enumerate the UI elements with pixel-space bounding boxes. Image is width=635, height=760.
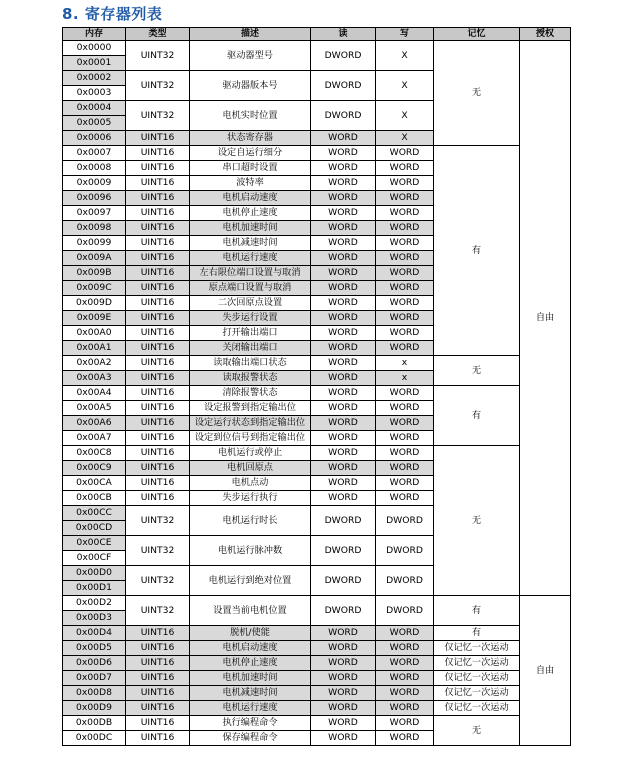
retention-cell: 无 (434, 41, 520, 146)
table-row (63, 41, 571, 56)
type-cell: UINT32 (126, 506, 190, 536)
read-cell: WORD (311, 416, 376, 431)
header-type: 类型 (126, 28, 190, 41)
address-cell: 0x00CE (63, 536, 126, 551)
read-cell: DWORD (311, 596, 376, 626)
write-cell: WORD (376, 446, 434, 461)
write-cell: WORD (376, 206, 434, 221)
retention-cell: 仅记忆一次运动 (434, 701, 520, 716)
description-cell: 失步运行执行 (190, 491, 311, 506)
write-cell: DWORD (376, 536, 434, 566)
address-cell: 0x0007 (63, 146, 126, 161)
write-cell: WORD (376, 251, 434, 266)
type-cell: UINT16 (126, 491, 190, 506)
read-cell: WORD (311, 176, 376, 191)
write-cell: WORD (376, 326, 434, 341)
type-cell: UINT16 (126, 206, 190, 221)
address-cell: 0x00A6 (63, 416, 126, 431)
type-cell: UINT16 (126, 191, 190, 206)
type-cell: UINT16 (126, 416, 190, 431)
retention-cell: 无 (434, 716, 520, 746)
address-cell: 0x009B (63, 266, 126, 281)
description-cell: 关闭输出端口 (190, 341, 311, 356)
table-row (63, 716, 571, 731)
write-cell: WORD (376, 671, 434, 686)
address-cell: 0x00D7 (63, 671, 126, 686)
retention-cell: 仅记忆一次运动 (434, 686, 520, 701)
description-cell: 驱动器版本号 (190, 71, 311, 101)
table-row (63, 656, 571, 671)
type-cell: UINT16 (126, 221, 190, 236)
description-cell: 电机停止速度 (190, 206, 311, 221)
write-cell: WORD (376, 191, 434, 206)
description-cell: 电机减速时间 (190, 686, 311, 701)
table-row (63, 686, 571, 701)
description-cell: 设置当前电机位置 (190, 596, 311, 626)
address-cell: 0x0006 (63, 131, 126, 146)
read-cell: WORD (311, 371, 376, 386)
address-cell: 0x00D9 (63, 701, 126, 716)
authorization-cell: 自由 (520, 596, 571, 746)
description-cell: 读取报警状态 (190, 371, 311, 386)
address-cell: 0x00DC (63, 731, 126, 746)
retention-cell: 仅记忆一次运动 (434, 671, 520, 686)
description-cell: 脱机/使能 (190, 626, 311, 641)
description-cell: 电机运行速度 (190, 701, 311, 716)
description-cell: 电机停止速度 (190, 656, 311, 671)
address-cell: 0x00D6 (63, 656, 126, 671)
address-cell: 0x00CF (63, 551, 126, 566)
description-cell: 保存编程命令 (190, 731, 311, 746)
retention-cell: 有 (434, 596, 520, 626)
description-cell: 电机减速时间 (190, 236, 311, 251)
address-cell: 0x0009 (63, 176, 126, 191)
write-cell: WORD (376, 476, 434, 491)
read-cell: WORD (311, 221, 376, 236)
write-cell: WORD (376, 161, 434, 176)
address-cell: 0x009E (63, 311, 126, 326)
write-cell: WORD (376, 461, 434, 476)
read-cell: DWORD (311, 566, 376, 596)
write-cell: WORD (376, 731, 434, 746)
type-cell: UINT32 (126, 536, 190, 566)
description-cell: 电机启动速度 (190, 641, 311, 656)
description-cell: 清除报警状态 (190, 386, 311, 401)
retention-cell: 有 (434, 146, 520, 356)
address-cell: 0x00D8 (63, 686, 126, 701)
address-cell: 0x00C8 (63, 446, 126, 461)
type-cell: UINT16 (126, 626, 190, 641)
write-cell: X (376, 101, 434, 131)
table-row (63, 641, 571, 656)
type-cell: UINT16 (126, 131, 190, 146)
address-cell: 0x00CD (63, 521, 126, 536)
description-cell: 电机启动速度 (190, 191, 311, 206)
retention-cell: 有 (434, 386, 520, 446)
address-cell: 0x00D2 (63, 596, 126, 611)
read-cell: WORD (311, 296, 376, 311)
type-cell: UINT16 (126, 296, 190, 311)
read-cell: WORD (311, 191, 376, 206)
write-cell: WORD (376, 281, 434, 296)
description-cell: 打开输出端口 (190, 326, 311, 341)
address-cell: 0x00DB (63, 716, 126, 731)
description-cell: 电机运行时长 (190, 506, 311, 536)
retention-cell: 仅记忆一次运动 (434, 656, 520, 671)
description-cell: 电机加速时间 (190, 221, 311, 236)
type-cell: UINT16 (126, 251, 190, 266)
type-cell: UINT16 (126, 656, 190, 671)
retention-cell: 仅记忆一次运动 (434, 641, 520, 656)
type-cell: UINT16 (126, 641, 190, 656)
read-cell: WORD (311, 311, 376, 326)
type-cell: UINT16 (126, 266, 190, 281)
read-cell: WORD (311, 686, 376, 701)
description-cell: 失步运行设置 (190, 311, 311, 326)
write-cell: DWORD (376, 506, 434, 536)
table-row (63, 671, 571, 686)
write-cell: WORD (376, 491, 434, 506)
address-cell: 0x00D5 (63, 641, 126, 656)
type-cell: UINT16 (126, 401, 190, 416)
page-title: 8. 寄存器列表 (62, 5, 163, 23)
address-cell: 0x0096 (63, 191, 126, 206)
type-cell: UINT32 (126, 596, 190, 626)
description-cell: 状态寄存器 (190, 131, 311, 146)
read-cell: DWORD (311, 506, 376, 536)
table-row (63, 356, 571, 371)
description-cell: 电机加速时间 (190, 671, 311, 686)
description-cell: 执行编程命令 (190, 716, 311, 731)
type-cell: UINT16 (126, 446, 190, 461)
read-cell: WORD (311, 716, 376, 731)
description-cell: 读取输出端口状态 (190, 356, 311, 371)
table-row (63, 626, 571, 641)
read-cell: WORD (311, 701, 376, 716)
header-retention: 记忆 (434, 28, 520, 41)
address-cell: 0x0002 (63, 71, 126, 86)
write-cell: WORD (376, 416, 434, 431)
read-cell: WORD (311, 476, 376, 491)
type-cell: UINT16 (126, 701, 190, 716)
type-cell: UINT16 (126, 476, 190, 491)
description-cell: 设定自运行细分 (190, 146, 311, 161)
type-cell: UINT16 (126, 326, 190, 341)
address-cell: 0x00A0 (63, 326, 126, 341)
write-cell: WORD (376, 716, 434, 731)
address-cell: 0x00A7 (63, 431, 126, 446)
read-cell: DWORD (311, 71, 376, 101)
write-cell: WORD (376, 176, 434, 191)
write-cell: WORD (376, 146, 434, 161)
description-cell: 电机运行到绝对位置 (190, 566, 311, 596)
type-cell: UINT16 (126, 461, 190, 476)
description-cell: 电机运行速度 (190, 251, 311, 266)
read-cell: WORD (311, 491, 376, 506)
address-cell: 0x00CB (63, 491, 126, 506)
description-cell: 电机实时位置 (190, 101, 311, 131)
type-cell: UINT32 (126, 71, 190, 101)
description-cell: 电机回原点 (190, 461, 311, 476)
write-cell: WORD (376, 656, 434, 671)
type-cell: UINT32 (126, 41, 190, 71)
description-cell: 设定运行状态到指定输出位 (190, 416, 311, 431)
address-cell: 0x0001 (63, 56, 126, 71)
address-cell: 0x00A1 (63, 341, 126, 356)
description-cell: 原点端口设置与取消 (190, 281, 311, 296)
header-authorization: 授权 (520, 28, 571, 41)
read-cell: WORD (311, 146, 376, 161)
write-cell: WORD (376, 236, 434, 251)
read-cell: DWORD (311, 101, 376, 131)
description-cell: 左右限位端口设置与取消 (190, 266, 311, 281)
write-cell: WORD (376, 701, 434, 716)
read-cell: WORD (311, 326, 376, 341)
address-cell: 0x00CA (63, 476, 126, 491)
write-cell: WORD (376, 341, 434, 356)
type-cell: UINT16 (126, 176, 190, 191)
read-cell: DWORD (311, 536, 376, 566)
write-cell: DWORD (376, 596, 434, 626)
write-cell: WORD (376, 386, 434, 401)
address-cell: 0x00A2 (63, 356, 126, 371)
address-cell: 0x00C9 (63, 461, 126, 476)
type-cell: UINT16 (126, 281, 190, 296)
type-cell: UINT16 (126, 311, 190, 326)
write-cell: WORD (376, 266, 434, 281)
type-cell: UINT16 (126, 236, 190, 251)
address-cell: 0x00D3 (63, 611, 126, 626)
read-cell: WORD (311, 446, 376, 461)
type-cell: UINT16 (126, 716, 190, 731)
address-cell: 0x00D0 (63, 566, 126, 581)
read-cell: WORD (311, 341, 376, 356)
type-cell: UINT16 (126, 356, 190, 371)
write-cell: WORD (376, 221, 434, 236)
read-cell: WORD (311, 671, 376, 686)
address-cell: 0x00D4 (63, 626, 126, 641)
read-cell: WORD (311, 461, 376, 476)
table-row (63, 701, 571, 716)
write-cell: X (376, 131, 434, 146)
header-write: 写 (376, 28, 434, 41)
write-cell: WORD (376, 296, 434, 311)
write-cell: WORD (376, 401, 434, 416)
write-cell: WORD (376, 641, 434, 656)
table-row (63, 446, 571, 461)
read-cell: WORD (311, 401, 376, 416)
address-cell: 0x00A3 (63, 371, 126, 386)
read-cell: WORD (311, 656, 376, 671)
address-cell: 0x00CC (63, 506, 126, 521)
address-cell: 0x0004 (63, 101, 126, 116)
type-cell: UINT16 (126, 161, 190, 176)
type-cell: UINT32 (126, 101, 190, 131)
table-row (63, 596, 571, 611)
write-cell: WORD (376, 686, 434, 701)
read-cell: WORD (311, 161, 376, 176)
address-cell: 0x00A5 (63, 401, 126, 416)
type-cell: UINT16 (126, 671, 190, 686)
read-cell: WORD (311, 641, 376, 656)
type-cell: UINT16 (126, 371, 190, 386)
type-cell: UINT16 (126, 146, 190, 161)
address-cell: 0x0000 (63, 41, 126, 56)
table-header-row (63, 28, 571, 41)
type-cell: UINT16 (126, 686, 190, 701)
type-cell: UINT16 (126, 731, 190, 746)
address-cell: 0x0098 (63, 221, 126, 236)
write-cell: WORD (376, 431, 434, 446)
description-cell: 电机运行或停止 (190, 446, 311, 461)
table-row (63, 146, 571, 161)
address-cell: 0x0099 (63, 236, 126, 251)
address-cell: 0x0097 (63, 206, 126, 221)
description-cell: 驱动器型号 (190, 41, 311, 71)
description-cell: 串口超时设置 (190, 161, 311, 176)
description-cell: 设定到位信号到指定输出位 (190, 431, 311, 446)
write-cell: DWORD (376, 566, 434, 596)
header-description: 描述 (190, 28, 311, 41)
register-table (62, 27, 571, 746)
write-cell: X (376, 41, 434, 71)
read-cell: WORD (311, 236, 376, 251)
read-cell: DWORD (311, 41, 376, 71)
table-row (63, 386, 571, 401)
address-cell: 0x00A4 (63, 386, 126, 401)
description-cell: 电机运行脉冲数 (190, 536, 311, 566)
description-cell: 设定报警到指定输出位 (190, 401, 311, 416)
description-cell: 波特率 (190, 176, 311, 191)
type-cell: UINT16 (126, 386, 190, 401)
retention-cell: 无 (434, 356, 520, 386)
read-cell: WORD (311, 266, 376, 281)
authorization-cell: 自由 (520, 41, 571, 596)
write-cell: X (376, 71, 434, 101)
address-cell: 0x0005 (63, 116, 126, 131)
description-cell: 二次回原点设置 (190, 296, 311, 311)
read-cell: WORD (311, 281, 376, 296)
write-cell: WORD (376, 626, 434, 641)
type-cell: UINT32 (126, 566, 190, 596)
description-cell: 电机点动 (190, 476, 311, 491)
write-cell: x (376, 371, 434, 386)
retention-cell: 有 (434, 626, 520, 641)
address-cell: 0x009D (63, 296, 126, 311)
read-cell: WORD (311, 206, 376, 221)
read-cell: WORD (311, 626, 376, 641)
retention-cell: 无 (434, 446, 520, 596)
address-cell: 0x00D1 (63, 581, 126, 596)
read-cell: WORD (311, 356, 376, 371)
read-cell: WORD (311, 386, 376, 401)
write-cell: WORD (376, 311, 434, 326)
header-memory: 内存 (63, 28, 126, 41)
type-cell: UINT16 (126, 341, 190, 356)
write-cell: x (376, 356, 434, 371)
type-cell: UINT16 (126, 431, 190, 446)
address-cell: 0x009A (63, 251, 126, 266)
address-cell: 0x009C (63, 281, 126, 296)
read-cell: WORD (311, 131, 376, 146)
read-cell: WORD (311, 431, 376, 446)
address-cell: 0x0008 (63, 161, 126, 176)
header-read: 读 (311, 28, 376, 41)
read-cell: WORD (311, 251, 376, 266)
address-cell: 0x0003 (63, 86, 126, 101)
read-cell: WORD (311, 731, 376, 746)
